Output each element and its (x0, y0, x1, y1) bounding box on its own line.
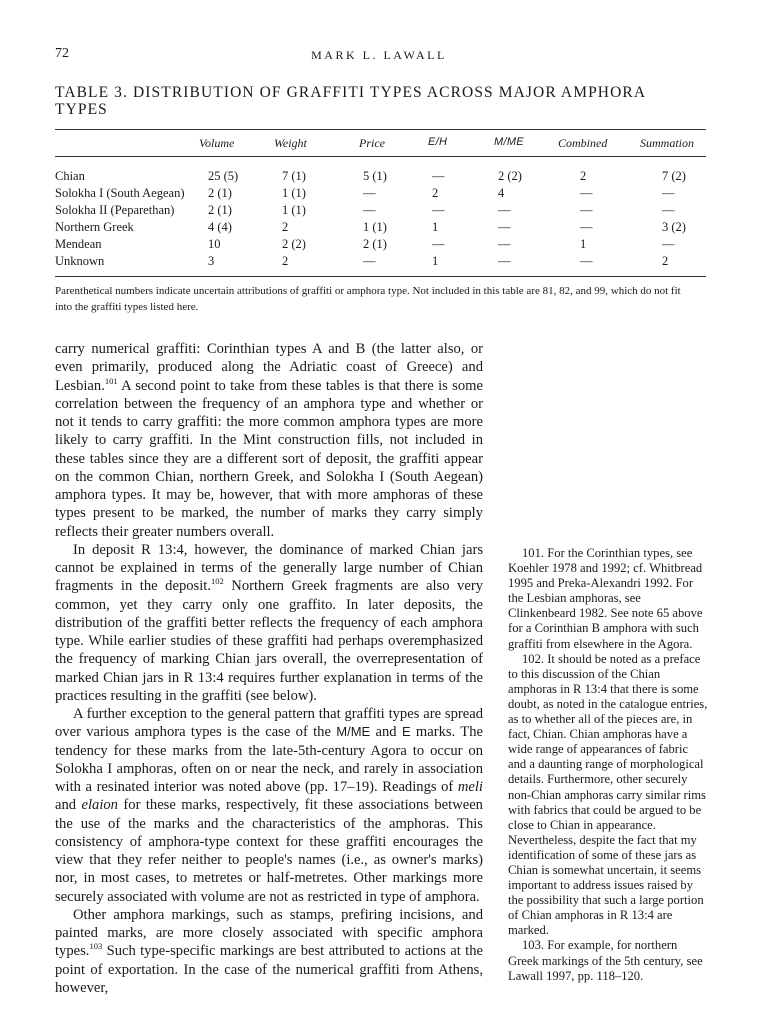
table-cell: 1 (1) (282, 203, 306, 217)
footnote-102: 102. It should be noted as a preface to this discussion of the Chian amphoras in R 13:4 that there is some doubt, as noted in the catalogue entries, as to whether all of the pieces are, in fact, Chian. Chian amphoras have a wide range of appearances of fabric and a daunting range of morphological details. Furthermore, other securely non-Chian amphoras carry similar rims with fabrics that could be argued to be close to Chian in appearance. Nevertheless, despite the fact that my identification of some of these jars as Chian is somewhat uncertain, it seems important to address issues raised by the possibility that such a large portion of Chian amphoras in R 13:4 are marked. (508, 651, 708, 938)
table-note-line-2: into the graffiti types listed here. (55, 301, 199, 313)
table-cell: 2 (1) (208, 186, 232, 200)
table-cell: — (580, 186, 593, 200)
col-header-combined: Combined (558, 136, 608, 150)
table-cell: — (363, 203, 376, 217)
col-header-weight: Weight (274, 136, 307, 150)
row-amphora-type: Northern Greek (55, 220, 134, 234)
table-row (0, 186, 758, 202)
row-amphora-type: Mendean (55, 237, 102, 251)
mark-m-me: M/ME (336, 724, 371, 740)
row-amphora-type: Solokha I (South Aegean) (55, 186, 185, 200)
table-cell: — (580, 220, 593, 234)
col-header-price: Price (359, 136, 385, 150)
table-row (0, 220, 758, 236)
col-header-volume: Volume (199, 136, 235, 150)
footnote-ref-103[interactable]: 103 (89, 941, 103, 952)
table-top-rule (55, 129, 706, 130)
table-cell: 1 (432, 254, 439, 268)
table-cell: — (580, 203, 593, 217)
table-cell: 2 (432, 186, 439, 200)
table-cell: 1 (432, 220, 439, 234)
table-cell: — (662, 186, 675, 200)
row-amphora-type: Unknown (55, 254, 105, 268)
footnote-101: 101. For the Corinthian types, see Koehler 1978 and 1992; cf. Whitbread 1995 and Preka-Alexandri 1992. For the Lesbian amphoras, see Clinkenbeard 1982. See note 65 above for a Corinthian B amphora with such graffiti from elsewhere in the Agora. (508, 546, 703, 651)
table-cell: — (432, 237, 445, 251)
table-cell: 4 (4) (208, 220, 232, 234)
footnote-103: 103. For example, for northern Greek markings of the 5th century, see Lawall 1997, pp. 118–120. (508, 938, 703, 983)
table-cell: 7 (1) (282, 169, 306, 183)
table-cell: 2 (2) (498, 169, 522, 183)
table-cell: 25 (5) (208, 169, 239, 183)
table-cell: 3 (208, 254, 215, 268)
table-cell: 7 (2) (662, 169, 686, 183)
table-cell: 3 (2) (662, 220, 686, 234)
table-note-line-1: Parenthetical numbers indicate uncertain attributions of graffiti or amphora type. Not included in this table are 81, 82, and 99, which do not fit (55, 285, 681, 297)
table-row (0, 237, 758, 253)
table-cell: 1 (1) (282, 186, 306, 200)
col-header-eh: E/H (428, 136, 448, 148)
table-row (0, 254, 758, 270)
table-cell: 2 (282, 220, 289, 234)
term-elaion: elaion (81, 797, 118, 814)
table-row (0, 203, 758, 219)
table-cell: 2 (1) (208, 203, 232, 217)
table-cell: 2 (2) (282, 237, 306, 251)
running-head: MARK L. LAWALL (311, 48, 447, 62)
table-cell: 1 (580, 237, 587, 251)
table-cell: — (498, 203, 511, 217)
footnote-ref-102[interactable]: 102 (211, 576, 224, 587)
row-amphora-type: Solokha II (Peparethan) (55, 203, 175, 217)
table-cell: 1 (1) (363, 220, 387, 234)
table-cell: — (432, 203, 445, 217)
table-bottom-rule (55, 276, 706, 277)
table-cell: — (662, 237, 675, 251)
table-cell: 2 (282, 254, 289, 268)
paragraph-4: Other amphora markings, such as stamps, prefiring incisions, and painted marks, are more closely associated with specific amphora types.$^{103}$ Such type-specific markings are best attributed to actions at the point of exportation. In the case of the numerical graffiti from Athens, however, (55, 906, 483, 996)
footnote-ref-101[interactable]: 101 (104, 375, 118, 386)
table-cell: 2 (662, 254, 669, 268)
table-cell: — (432, 169, 445, 183)
paragraph-2: In deposit R 13:4, however, the dominance of marked Chian jars cannot be explained in terms of the generally large number of Chian fragments in the deposit.$^{102}$ Northern Greek fragments are also very common, yet they carry only one graffito. In later deposits, the distribution of the graffiti better reflects the frequency of each amphora type. While earlier studies of these graffiti had perhaps overemphasized the frequency of marking Chian jars overall, the overrepresentation of marked Chian jars in R 13:4 requires further explanation in terms of the practices resulting in the graffiti (see below). (55, 541, 483, 704)
table-cell: 10 (208, 237, 221, 251)
page-number: 72 (55, 46, 69, 61)
footnotes (508, 546, 708, 984)
table-cell: — (580, 254, 593, 268)
table-header-rule (55, 156, 706, 157)
table-cell: — (498, 220, 511, 234)
table-cell: 2 (580, 169, 587, 183)
table-cell: — (363, 254, 376, 268)
table-cell: — (498, 237, 511, 251)
table-cell: — (498, 254, 511, 268)
mark-e: E (401, 724, 411, 740)
table-note (55, 283, 715, 315)
col-header-mme: M/ME (494, 136, 524, 148)
table-cell: — (363, 186, 376, 200)
paragraph-1: carry numerical graffiti: Corinthian types A and B (the latter also, or even primarily, produced along the Adriatic coast of Greece) and Lesbian.$^{101}$ A second point to take from these tables is that there is some correlation between the frequency of an amphora type and whether or not it tends to carry graffiti: the more common amphora types are more likely to carry graffiti. In the Mint construction fills, not included in these tables since they are a different sort of deposit, the graffiti appear on the common Chian, northern Greek, and Solokha I (South Aegean) amphora types. It may be, however, that with more amphoras of these types present to be marked, the number of marks they carry simply reflects their greater numbers overall. (55, 341, 483, 540)
paragraph-3: A further exception to the general pattern that graffiti types are spread over various amphora types is the case of the M/ME and E marks. The tendency for these marks from the late-5th-century Agora to occur on Solokha I amphoras, often on or near the neck, and rarely in association with a resinated interior was noted above (pp. 17–19). Readings of meli and elaion for these marks, respectively, fit these associations between the use of the marks and the characteristics of the amphoras. This consistency of amphora-type context for these graffiti encourages the view that they refer neither to people's names (i.e., as owner's marks) nor, in most cases, to metretes or half-metretes. Other markings more securely associated with volume are not as restricted in type of amphora. (55, 706, 483, 905)
table-row (0, 169, 758, 185)
table-cell: 2 (1) (363, 237, 387, 251)
row-amphora-type: Chian (55, 169, 85, 183)
table-title: TABLE 3. DISTRIBUTION OF GRAFFITI TYPES ACROSS MAJOR AMPHORA TYPES (55, 84, 646, 118)
table-cell: 4 (498, 186, 505, 200)
table-cell: — (662, 203, 675, 217)
table-cell: 5 (1) (363, 169, 387, 183)
col-header-summation: Summation (640, 136, 694, 150)
term-meli: meli (457, 779, 483, 795)
main-text (55, 340, 483, 997)
